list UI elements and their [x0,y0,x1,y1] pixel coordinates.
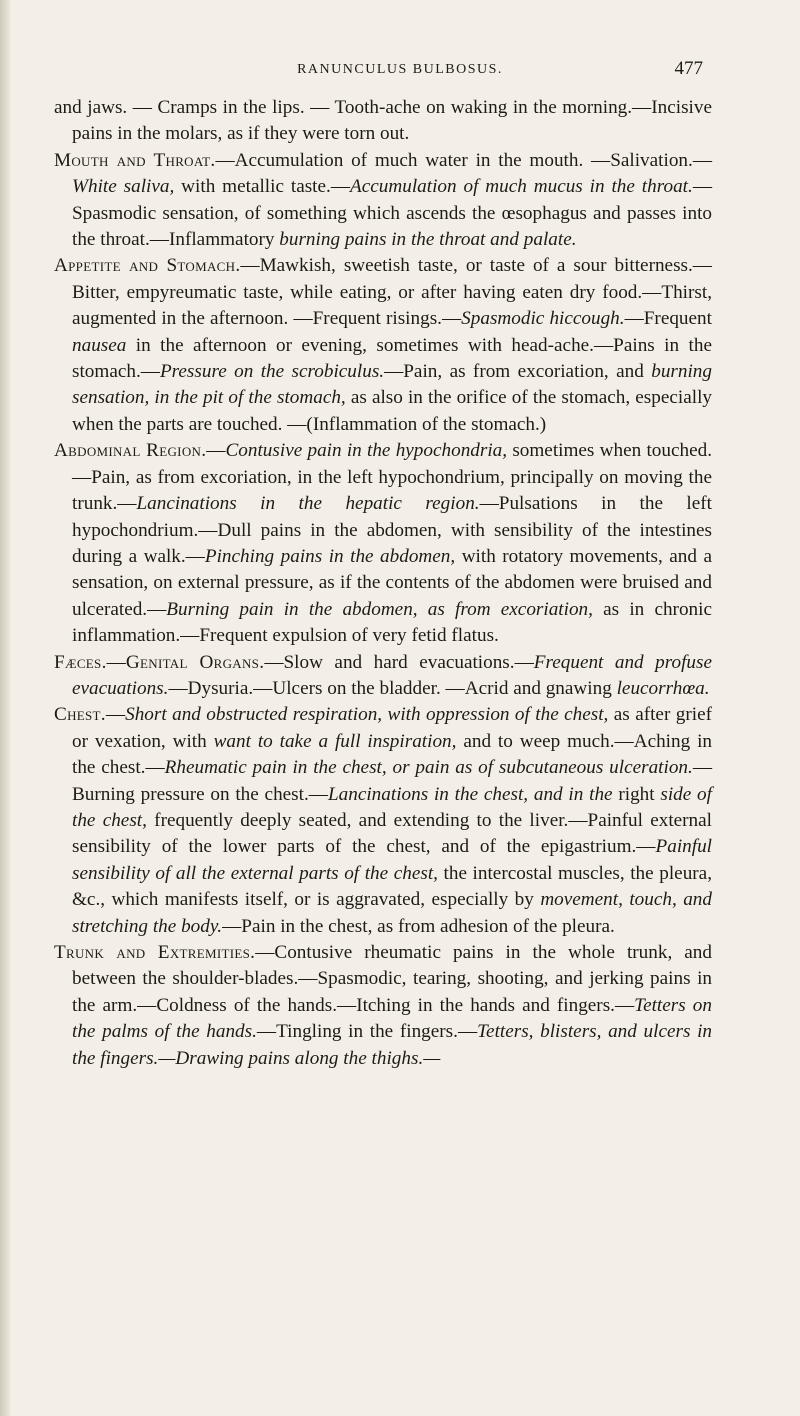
emphasized-text: Contusive pain in the hypochondria, [225,440,508,462]
text-run: —Spasmodic sensation, of something which ascends the œsophagus and passes into the throat.—Inflammatory [72,176,712,251]
text-run: frequently deeply seated, and extending to the liver.—Painful external sensibility of the lower parts of the chest, and of the epigastrium.— [72,809,712,858]
entry-paragraph [54,940,712,1072]
text-run: with rotatory movements, and a sensation, on external pressure, as if the contents of the abdomen were bruised and ulcerated.— [72,545,712,620]
text-run: and jaws. — Cramps in the lips. — Tooth-ache on waking in the morning.—Incisive pains in the molars, as if they were torn out. [54,97,712,145]
emphasized-text: Lancinations in the chest, and in the [327,783,613,805]
entry-paragraph [54,95,712,148]
text-run: —Dysuria.—Ulcers on the bladder. —Acrid and gnawing [168,677,617,699]
entry-paragraph [54,702,712,940]
text-run: —Burning pressure on the chest.— [72,757,712,805]
text-run: —Pulsations in the left hypochondrium.—Dull pains in the abdomen, with sensibility of the intestines during a walk.— [72,493,712,567]
text-run: sometimes when touched.—Pain, as from excoriation, in the left hypochondrium, principally on moving the trunk.— [72,440,712,515]
text-run: —Slow and hard evacuations.— [264,651,534,673]
emphasized-text: burning pains in the throat and palate. [279,229,577,251]
text-run: right [612,783,661,805]
page-number: 477 [674,58,703,79]
emphasized-text: Burning pain in the abdomen, as from excoriation, [166,598,593,620]
emphasized-text: Pinching pains in the abdomen, [204,545,456,567]
text-run: — [106,651,126,673]
text-run: as in chronic inflammation.—Frequent expulsion of very fetid flatus. [72,598,712,647]
section-heading: Abdominal Region. [54,440,207,462]
text-run: —Pain, as from excoriation, and [384,361,652,383]
section-heading: Fæces. [54,651,107,673]
text-run: —Frequent [624,308,712,330]
page-binding-edge [0,0,10,1416]
emphasized-text: Short and obstructed respiration, with oppression of the chest, [125,704,609,726]
body-text [54,95,712,1072]
text-run: — [105,704,126,726]
text-run: as after grief or vexation, with [72,704,712,752]
text-run: the intercostal muscles, the pleura, &c., which manifests itself, or is aggravated, especially by [72,862,712,911]
emphasized-text: Accumulation of much mucus in the throat. [350,176,693,198]
entry-paragraph [54,438,712,649]
text-run: as also in the orifice of the stomach, especially when the parts are touched. —(Inflammation of the stomach.) [72,387,712,435]
emphasized-text: White saliva, [72,176,175,198]
text-run: —Tingling in the fingers.— [256,1021,478,1043]
section-heading: Trunk and Extremities. [54,942,256,963]
emphasized-text: want to take a full inspiration, [213,730,457,752]
emphasized-text: Pressure on the scrobiculus. [159,361,385,383]
text-run: —Accumulation of much water in the mouth. —Salivation.— [215,149,713,171]
section-heading: Appetite and Stomach. [54,255,241,277]
section-heading: Chest. [54,704,106,726]
text-run: — [206,440,226,462]
emphasized-text: Tetters, blisters, and ulcers in the fingers.—Drawing pains along the thighs.— [72,1021,713,1069]
text-run: —Contusive rheumatic pains in the whole trunk, and between the shoulder-blades.—Spasmodic, tearing, shooting, and jerking pains in the arm.—Coldness of the hands.—Itching in the hands and fingers.— [72,942,712,1016]
emphasized-text: leucorrhœa. [616,677,710,699]
entry-paragraph [54,650,712,703]
emphasized-text: Spasmodic hiccough. [461,308,625,330]
text-run: and to weep much.—Aching in the chest.— [72,730,713,779]
emphasized-text: side of the chest, [72,783,712,831]
page-header [0,58,800,82]
emphasized-text: nausea [72,334,127,356]
entry-paragraph [54,253,712,438]
emphasized-text: Rheumatic pain in the chest, or pain as of subcutaneous ulceration. [164,757,693,779]
emphasized-text: Frequent and profuse evacuations. [72,651,712,699]
emphasized-text: Lancinations in the hepatic region. [136,493,480,515]
emphasized-text: movement, touch, and stretching the body. [72,889,712,937]
emphasized-text: burning sensation, in the pit of the stomach, [72,361,712,409]
text-run: —Mawkish, sweetish taste, or taste of a sour bitterness.—Bitter, empyreumatic taste, while eating, or after having eaten dry food.—Thirst, augmented in the afternoon. —Frequent risings.— [72,255,712,330]
section-heading: Mouth and Throat. [54,149,216,171]
running-head: RANUNCULUS BULBOSUS. [297,62,503,77]
text-run: with metallic taste.— [174,176,351,198]
text-run: in the afternoon or evening, sometimes with head-ache.—Pains in the stomach.— [72,334,712,383]
text-run: —Pain in the chest, as from adhesion of the pleura. [222,915,615,937]
emphasized-text: Tetters on the palms of the hands. [72,994,712,1043]
entry-paragraph [54,148,712,254]
section-heading: Genital Organs. [125,651,265,673]
emphasized-text: Painful sensibility of all the external parts of the chest, [72,836,712,884]
